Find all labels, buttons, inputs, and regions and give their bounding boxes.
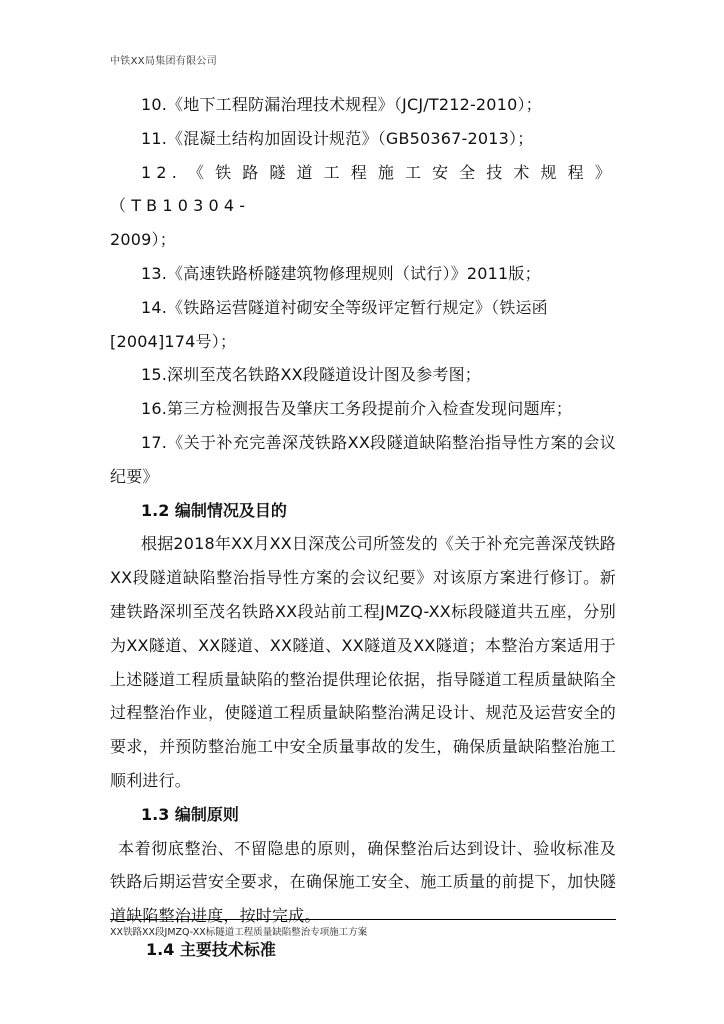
reference-11: 11.《混凝土结构加固设计规范》（GB50367-2013）； bbox=[141, 128, 534, 148]
reference-10: 10.《地下工程防漏治理技术规程》（JCJ/T212-2010）； bbox=[141, 95, 542, 114]
section-1-2-body: 根据2018年XX月XX日深茂公司所签发的《关于补充完善深茂铁路XX段隧道缺陷整治指导性方案的会议纪要》对该原方案进行修订。新建铁路深圳至茂名铁路XX段站前工程JMZQ-XX标段隧道共五座，分别为XX隧道、XX隧道、XX隧道、XX隧道及XX隧道；本整治方案适用于上述隧道工程质量缺陷的整治提供理论依据，指导隧道工程质量缺陷全过程整治作业，使隧道工程质量缺陷整治满足设计、规范及运营安全的要求，并预防整治施工中安全质量事故的发生，确保质量缺陷整治施工顺利进行。 bbox=[110, 534, 616, 790]
page-header-company: 中铁XX局集团有限公司 bbox=[110, 56, 218, 67]
reference-14-line1: 14.《铁路运营隧道衬砌安全等级评定暂行规定》（铁运函 bbox=[141, 297, 548, 317]
section-1-4-heading: 1.4 主要技术标准 bbox=[146, 939, 276, 959]
reference-14-line2: [2004]174号）； bbox=[110, 331, 237, 351]
footer-divider bbox=[110, 919, 616, 920]
reference-17: 17.《关于补充完善深茂铁路XX段隧道缺陷整治指导性方案的会议纪要》 bbox=[110, 432, 616, 486]
section-1-3-heading: 1.3 编制原则 bbox=[141, 804, 239, 824]
reference-13: 13.《高速铁路桥隧建筑物修理规则（试行）》2011版； bbox=[141, 263, 541, 283]
section-1-3-body: 本着彻底整治、不留隐患的原则，确保整治后达到设计、验收标准及铁路后期运营安全要求，在确保施工安全、施工质量的前提下，加快隧道缺陷整治进度，按时完成。 bbox=[110, 838, 616, 926]
document-body bbox=[110, 88, 616, 967]
reference-15: 15.深圳至茂名铁路XX段隧道设计图及参考图； bbox=[141, 365, 481, 385]
reference-12-line1: 12.《铁路隧道工程施工安全技术规程》（TB10304- bbox=[110, 162, 616, 216]
section-1-2-heading: 1.2 编制情况及目的 bbox=[141, 500, 287, 520]
reference-12-line2: 2009）； bbox=[110, 230, 176, 250]
reference-16: 16.第三方检测报告及肇庆工务段提前介入检查发现问题库； bbox=[141, 399, 573, 419]
page-footer-title: XX铁路XX段JMZQ-XX标隧道工程质量缺陷整治专项施工方案 bbox=[110, 927, 368, 938]
